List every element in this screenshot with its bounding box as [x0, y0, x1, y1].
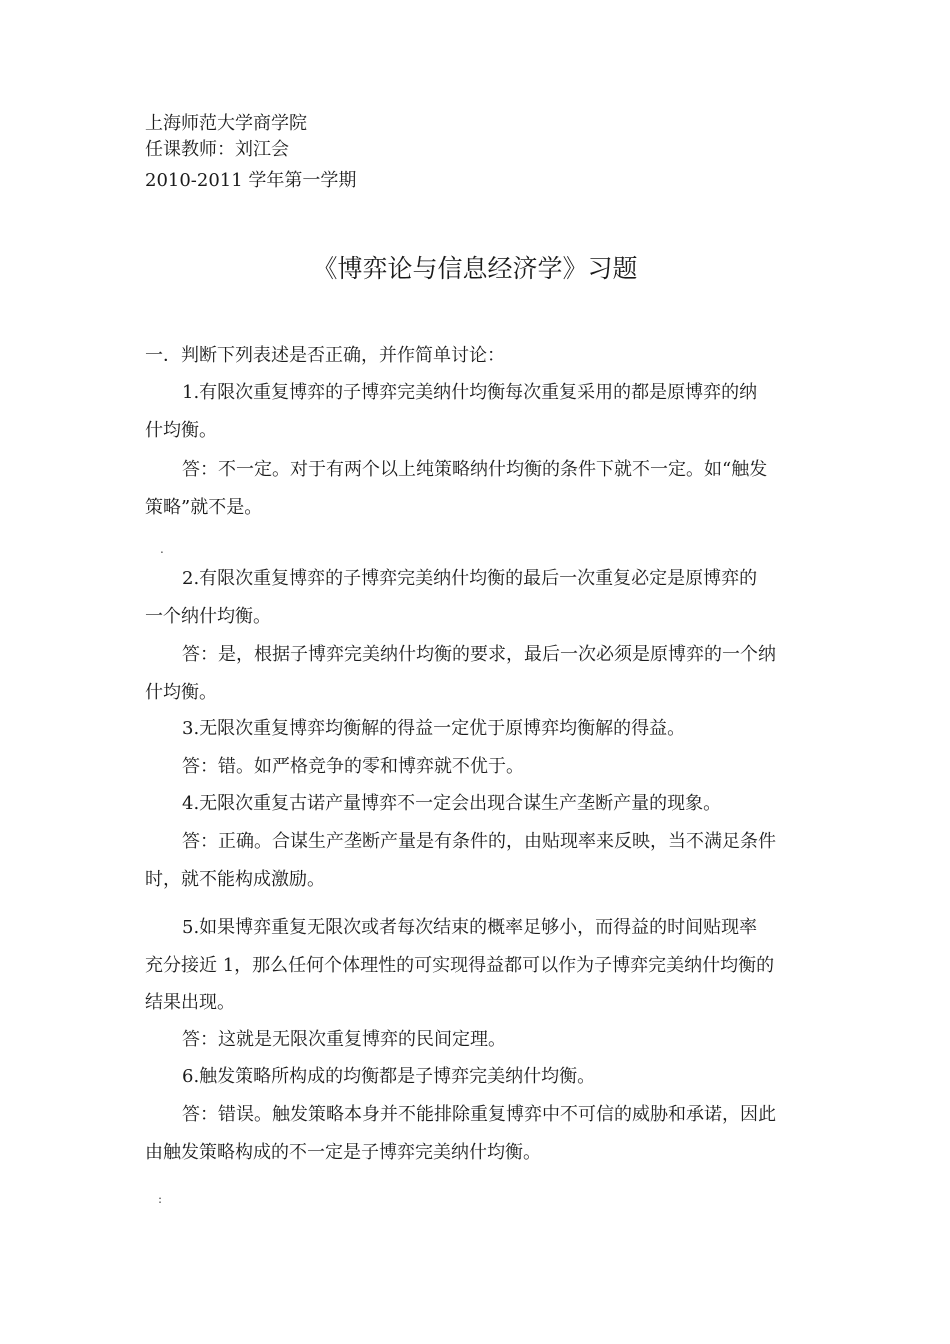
answer-2-line-2: 什均衡。 [145, 682, 217, 703]
answer-4-line-1: 答：正确。合谋生产垄断产量是有条件的，由贴现率来反映，当不满足条件 [182, 831, 776, 852]
question-2-line-1: 2.有限次重复博弈的子博弈完美纳什均衡的最后一次重复必定是原博弈的 [182, 568, 758, 589]
teacher-name: 任课教师：刘江会 [145, 139, 289, 160]
answer-2-line-1: 答：是，根据子博弈完美纳什均衡的要求，最后一次必须是原博弈的一个纳 [182, 644, 776, 665]
question-5-line-3: 结果出现。 [145, 992, 235, 1013]
question-5-line-2: 充分接近 1，那么任何个体理性的可实现得益都可以作为子博弈完美纳什均衡的 [145, 955, 775, 976]
question-1-line-2: 什均衡。 [145, 420, 217, 441]
question-5-line-1: 5.如果博弈重复无限次或者每次结束的概率足够小，而得益的时间贴现率 [182, 917, 758, 938]
question-6-line-1: 6.触发策略所构成的均衡都是子博弈完美纳什均衡。 [182, 1066, 596, 1087]
stray-dot-mark: . [160, 542, 164, 556]
answer-1-line-1: 答：不一定。对于有两个以上纯策略纳什均衡的条件下就不一定。如“触发 [182, 459, 768, 480]
answer-4-line-2: 时，就不能构成激励。 [145, 869, 325, 890]
answer-6-line-2: 由触发策略构成的不一定是子博弈完美纳什均衡。 [145, 1142, 541, 1163]
answer-5-line-1: 答：这就是无限次重复博弈的民间定理。 [182, 1029, 506, 1050]
stray-colon-mark: : [158, 1192, 163, 1206]
section-heading: 一．判断下列表述是否正确，并作简单讨论： [145, 345, 505, 366]
question-2-line-2: 一个纳什均衡。 [145, 606, 271, 627]
question-4-line-1: 4.无限次重复古诺产量博弈不一定会出现合谋生产垄断产量的现象。 [182, 793, 722, 814]
answer-3-line-1: 答：错。如严格竞争的零和博弈就不优于。 [182, 756, 524, 777]
answer-6-line-1: 答：错误。触发策略本身并不能排除重复博弈中不可信的威胁和承诺，因此 [182, 1104, 776, 1125]
document-title: 《博弈论与信息经济学》习题 [312, 254, 638, 283]
school-name: 上海师范大学商学院 [145, 113, 307, 134]
question-3-line-1: 3.无限次重复博弈均衡解的得益一定优于原博弈均衡解的得益。 [182, 718, 686, 739]
academic-term: 2010-2011 学年第一学期 [145, 170, 357, 191]
answer-1-line-2: 策略”就不是。 [145, 497, 263, 518]
question-1-line-1: 1.有限次重复博弈的子博弈完美纳什均衡每次重复采用的都是原博弈的纳 [182, 382, 758, 403]
